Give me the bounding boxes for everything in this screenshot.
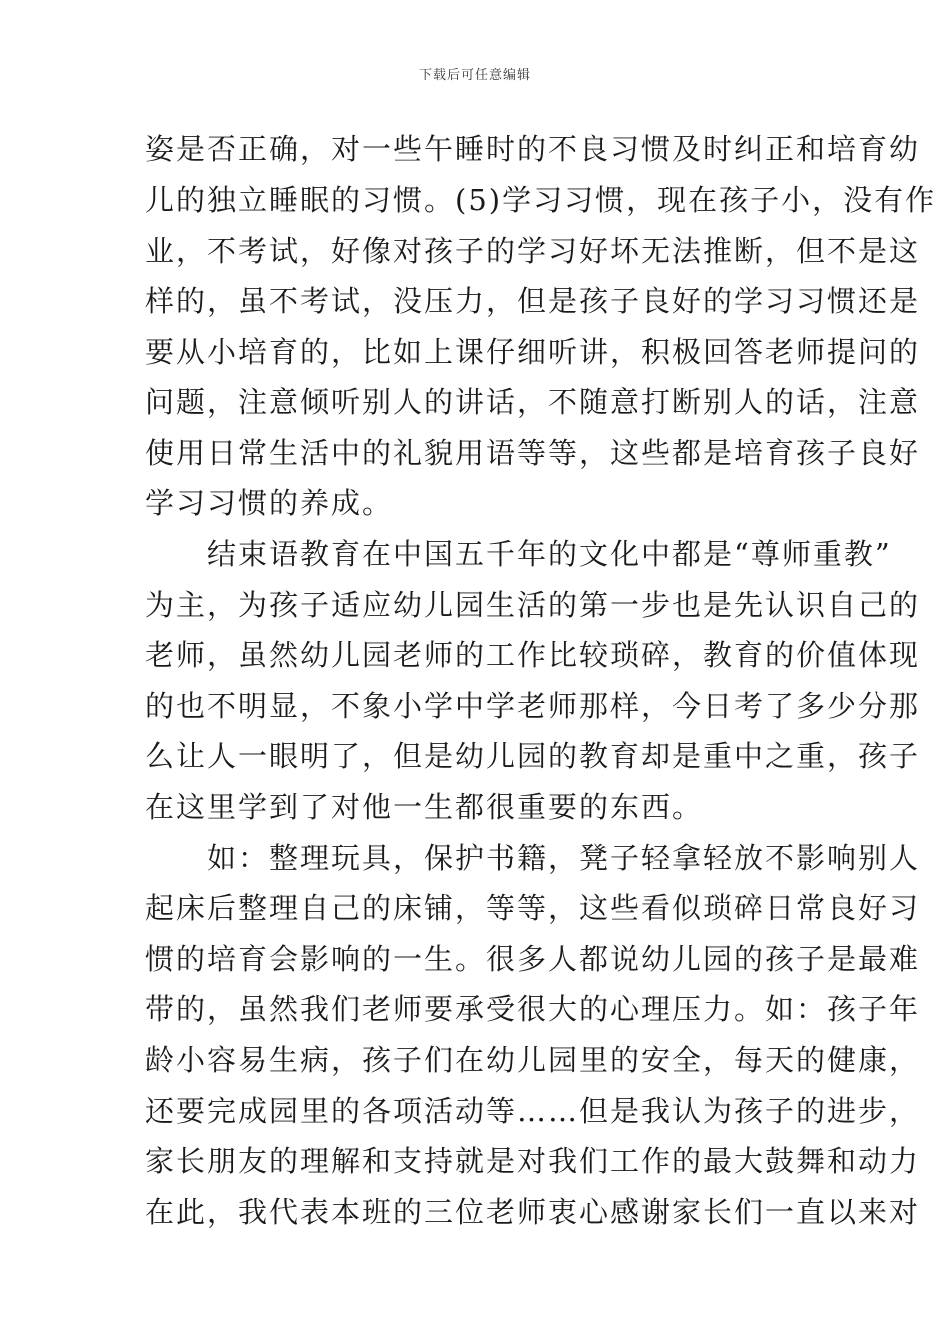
text-line: 如：整理玩具，保护书籍，凳子轻拿轻放不影响别人: [145, 841, 921, 875]
text-line: 起床后整理自己的床铺，等等，这些看似琐碎日常良好习: [145, 891, 921, 925]
text-line: 为主，为孩子适应幼儿园生活的第一步也是先认识自己的: [145, 588, 921, 622]
text-line: 带的，虽然我们老师要承受很大的心理压力。如：孩子年: [145, 992, 921, 1026]
text-line: 样的，虽不考试，没压力，但是孩子良好的学习习惯还是: [145, 284, 921, 318]
text-line: 学习习惯的养成。: [145, 486, 394, 520]
text-line: 结束语教育在中国五千年的文化中都是“尊师重教”: [145, 537, 892, 571]
text-line: 惯的培育会影响的一生。很多人都说幼儿园的孩子是最难: [145, 942, 921, 976]
text-line: 问题，注意倾听别人的讲话，不随意打断别人的话，注意: [145, 385, 921, 419]
text-line: 在这里学到了对他一生都很重要的东西。: [145, 790, 704, 824]
text-line: 还要完成园里的各项活动等……但是我认为孩子的进步，: [145, 1094, 921, 1128]
text-line: 家长朋友的理解和支持就是对我们工作的最大鼓舞和动力: [145, 1144, 921, 1178]
text-line: 么让人一眼明了，但是幼儿园的教育却是重中之重，孩子: [145, 739, 921, 773]
text-line: 老师，虽然幼儿园老师的工作比较琐碎，教育的价值体现: [145, 638, 921, 672]
text-line: 业，不考试，好像对孩子的学习好坏无法推断，但不是这: [145, 234, 921, 268]
text-line: 儿的独立睡眠的习惯。(5)学习习惯，现在孩子小，没有作: [145, 183, 937, 217]
text-line: 姿是否正确，对一些午睡时的不良习惯及时纠正和培育幼: [145, 132, 921, 166]
text-line: 使用日常生活中的礼貌用语等等，这些都是培育孩子良好: [145, 436, 921, 470]
page-header: 下载后可任意编辑: [418, 68, 531, 83]
text-line: 的也不明显，不象小学中学老师那样，今日考了多少分那: [145, 689, 921, 723]
text-line: 要从小培育的，比如上课仔细听讲，积极回答老师提问的: [145, 335, 921, 369]
text-line: 龄小容易生病，孩子们在幼儿园里的安全，每天的健康，: [145, 1043, 921, 1077]
text-line: 在此，我代表本班的三位老师衷心感谢家长们一直以来对: [145, 1195, 921, 1229]
